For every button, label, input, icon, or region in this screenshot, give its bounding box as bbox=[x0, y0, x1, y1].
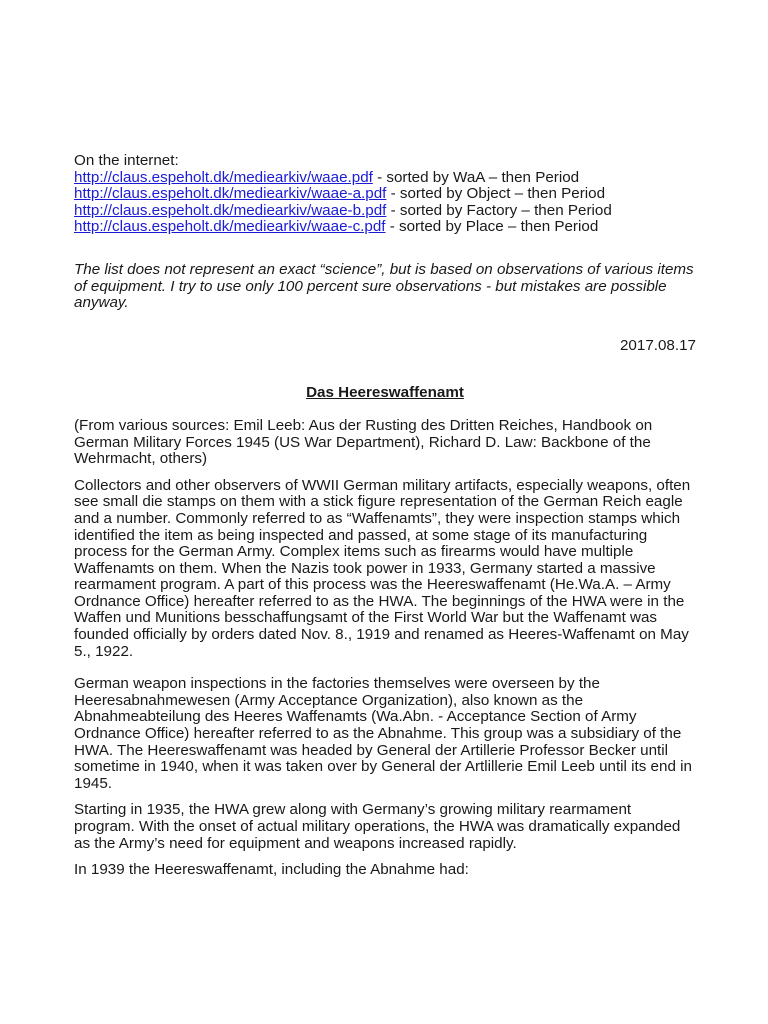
link-desc: - sorted by Factory – then Period bbox=[386, 201, 612, 219]
disclaimer-text: The list does not represent an exact “science”, but is based on observations of various items of equipment. I try to use only 100 percent sure observations - but mistakes are possible anyway. bbox=[74, 260, 694, 312]
link-row-waae-b bbox=[74, 203, 696, 220]
body-paragraph-abnahme: German weapon inspections in the factories themselves were overseen by the Heeresabnahmewesen (Army Acceptance Organization), also known as the Abnahmeabteilung des Heeres Waffenamts (Wa.Abn. - Acceptance Section of Army Ordnance Office) hereafter referred to as the Abnahme. This group was a subsidiary of the HWA. The Heereswaffenamt was headed by General der Artillerie Professor Becker until sometime in 1940, when it was taken over by General der Artlillerie Emil Leeb until its end in 1945. bbox=[74, 675, 692, 792]
link-desc: - sorted by Place – then Period bbox=[385, 218, 599, 236]
body-paragraph-waffenamts: Collectors and other observers of WWII German military artifacts, especially weapons, often see small die stamps on them with a stick figure representation of the German Reich eagle and a number. Commonly referred to as “Waffenamts”, they were inspection stamps which identified the item as being inspected and passed, at some stage of its manufacturing process for the German Army. Complex items such as firearms would have multiple Waffenamts on them. When the Nazis took power in 1933, Germany started a massive rearmament program. A part of this process was the Heereswaffenamt (He.Wa.A. – Army Ordnance Office) hereafter referred to as the HWA. The beginnings of the HWA were in the Waffen und Munitions besschaffungsamt of the First World War but the Waffenamt was founded officially by orders dated Nov. 8., 1919 and renamed as Heeres-Waffenamt on May 5., 1922. bbox=[74, 476, 691, 660]
link-waae-c-pdf[interactable]: http://claus.espeholt.dk/mediearkiv/waae-c.pdf bbox=[74, 218, 386, 236]
link-waae-b-pdf[interactable]: http://claus.espeholt.dk/mediearkiv/waae-b.pdf bbox=[74, 201, 387, 219]
link-row-waae-a bbox=[74, 186, 696, 203]
section-heading: Das Heereswaffenamt bbox=[306, 384, 464, 402]
internet-label: On the internet: bbox=[74, 152, 179, 169]
link-row-waae bbox=[74, 170, 696, 187]
link-desc: - sorted by WaA – then Period bbox=[372, 168, 580, 186]
body-paragraph-growth: Starting in 1935, the HWA grew along with Germany’s growing military rearmament program. With the onset of actual military operations, the HWA was dramatically expanded as the Army’s need for equipment and weapons increased rapidly. bbox=[74, 801, 681, 852]
link-waae-pdf[interactable]: http://claus.espeholt.dk/mediearkiv/waae.pdf bbox=[74, 168, 373, 186]
link-row-waae-c bbox=[74, 219, 696, 236]
sources-paragraph: (From various sources: Emil Leeb: Aus der Rusting des Dritten Reiches, Handbook on German Military Forces 1945 (US War Department), Richard D. Law: Backbone of the Wehrmacht, others) bbox=[74, 416, 653, 468]
link-desc: - sorted by Object – then Period bbox=[386, 185, 606, 203]
body-paragraph-1939: In 1939 the Heereswaffenamt, including the Abnahme had: bbox=[74, 861, 469, 879]
document-page bbox=[74, 153, 696, 879]
link-waae-a-pdf[interactable]: http://claus.espeholt.dk/mediearkiv/waae-a.pdf bbox=[74, 185, 387, 203]
document-date: 2017.08.17 bbox=[619, 336, 696, 354]
